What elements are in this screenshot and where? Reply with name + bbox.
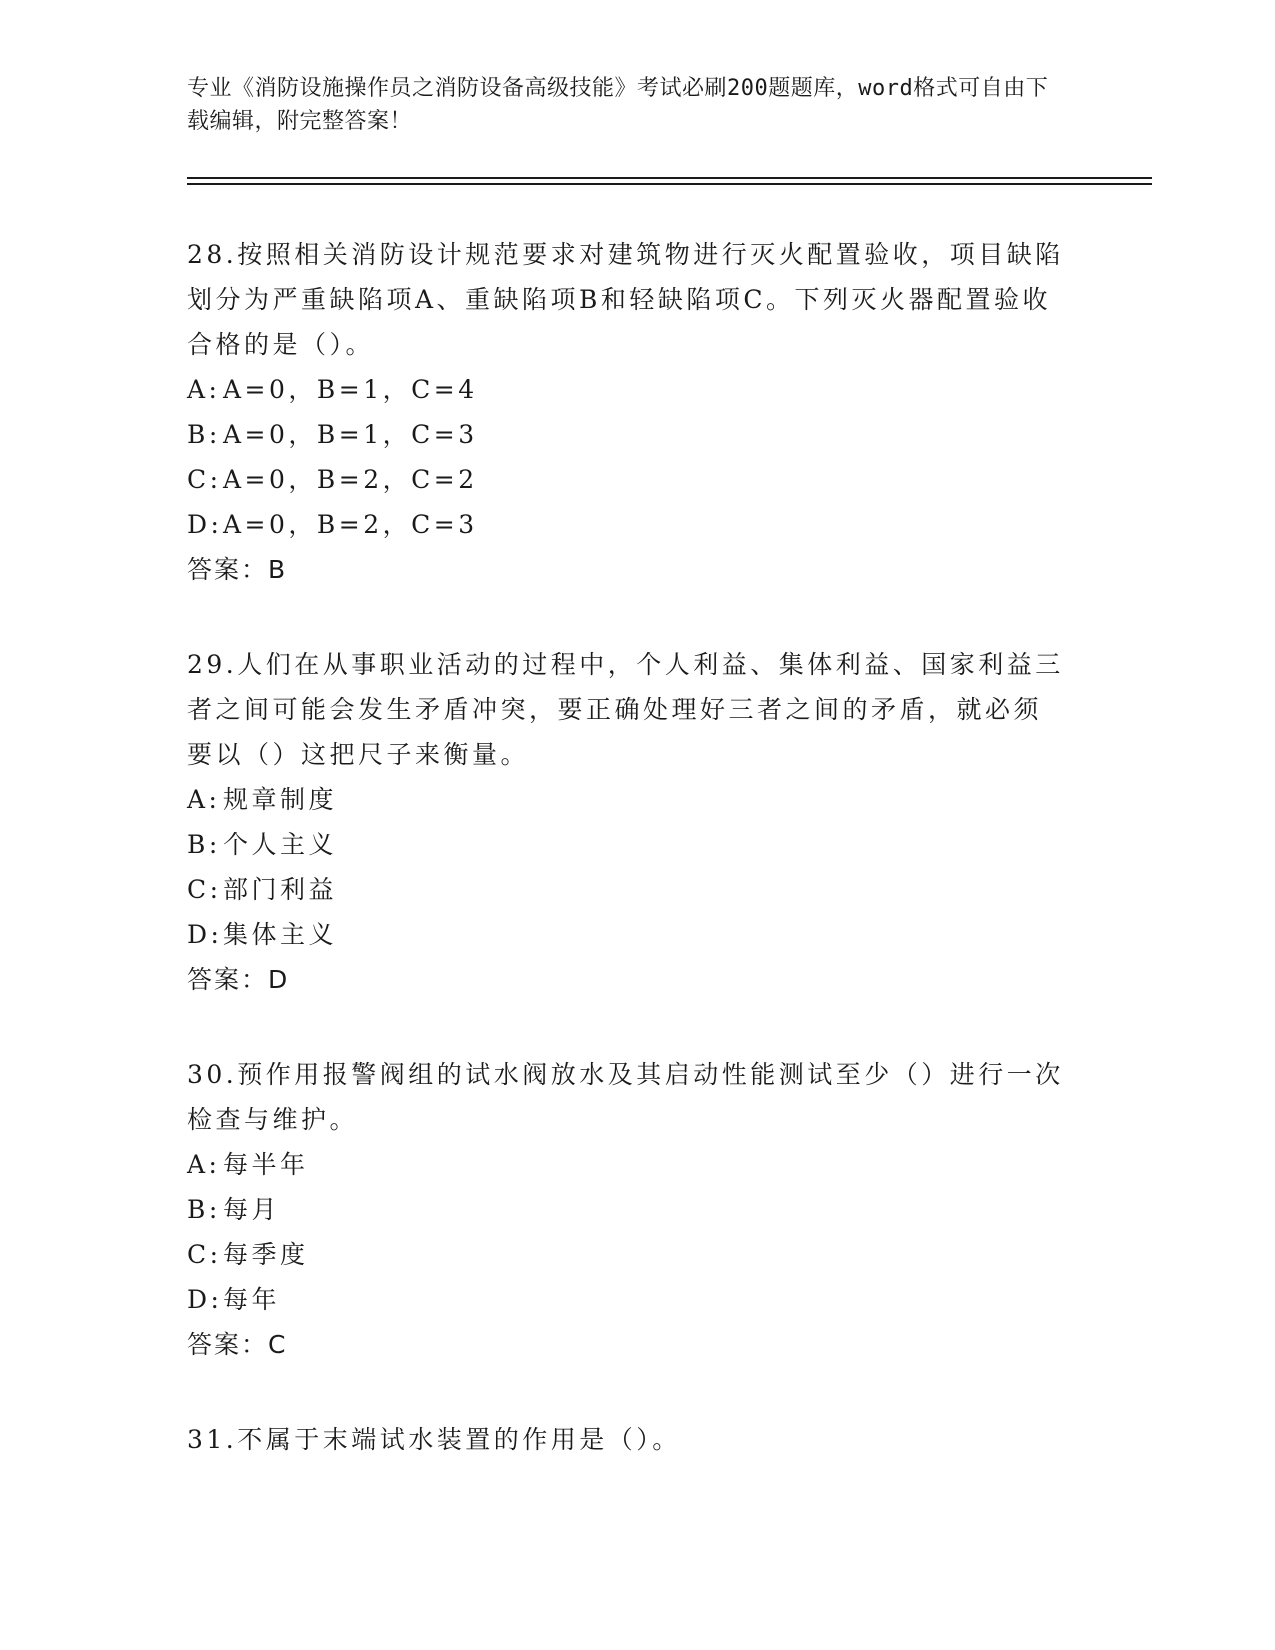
option-text: 每月 [223,1195,281,1224]
option-text: 每季度 [223,1240,309,1269]
option-label: D: [187,920,223,949]
option-b [187,412,1067,457]
option-d [187,502,1067,547]
answer: 答案：B [187,555,288,584]
option-label: B: [187,420,221,449]
option-text: 集体主义 [223,920,338,949]
option-c [187,457,1067,502]
answer: 答案：D [187,965,290,994]
question-stem: 30.预作用报警阀组的试水阀放水及其启动性能测试至少（）进行一次检查与维护。 [187,1060,1064,1134]
option-label: A: [187,375,221,404]
option-a [187,1142,1067,1187]
question-30 [187,1052,1067,1367]
answer: 答案：C [187,1330,288,1359]
option-d [187,1277,1067,1322]
option-a [187,777,1067,822]
option-label: D: [187,510,223,539]
option-c [187,1232,1067,1277]
option-label: D: [187,1285,223,1314]
option-label: C: [187,875,222,904]
option-b [187,1187,1067,1232]
question-stem: 31.不属于末端试水装置的作用是（）。 [187,1425,681,1454]
option-text: 每年 [223,1285,281,1314]
option-label: C: [187,465,222,494]
option-c [187,867,1067,912]
option-text: A=0，B=1，C=4 [223,375,478,404]
option-label: A: [187,1150,221,1179]
option-d [187,912,1067,957]
option-text: 个人主义 [223,830,338,859]
header-divider-bottom [187,183,1152,185]
question-stem: 29.人们在从事职业活动的过程中，个人利益、集体利益、国家利益三者之间可能会发生矛盾冲突，要正确处理好三者之间的矛盾，就必须要以（）这把尺子来衡量。 [187,650,1064,769]
option-text: 部门利益 [223,875,338,904]
question-31 [187,1417,1067,1462]
option-text: A=0，B=2，C=2 [223,465,478,494]
option-label: B: [187,1195,221,1224]
option-text: A=0，B=1，C=3 [223,420,478,449]
option-text: 规章制度 [223,785,338,814]
document-header: 专业《消防设施操作员之消防设备高级技能》考试必刷200题题库，word格式可自由下载编辑，附完整答案！ [187,76,1049,134]
question-29 [187,642,1067,1002]
option-label: C: [187,1240,222,1269]
option-label: A: [187,785,221,814]
question-28 [187,232,1067,592]
option-text: 每半年 [223,1150,309,1179]
option-a [187,367,1067,412]
header-divider-top [187,177,1152,179]
option-text: A=0，B=2，C=3 [223,510,478,539]
question-stem: 28.按照相关消防设计规范要求对建筑物进行灭火配置验收，项目缺陷划分为严重缺陷项A、重缺陷项B和轻缺陷项C。下列灭火器配置验收合格的是（）。 [187,240,1064,359]
option-b [187,822,1067,867]
option-label: B: [187,830,221,859]
